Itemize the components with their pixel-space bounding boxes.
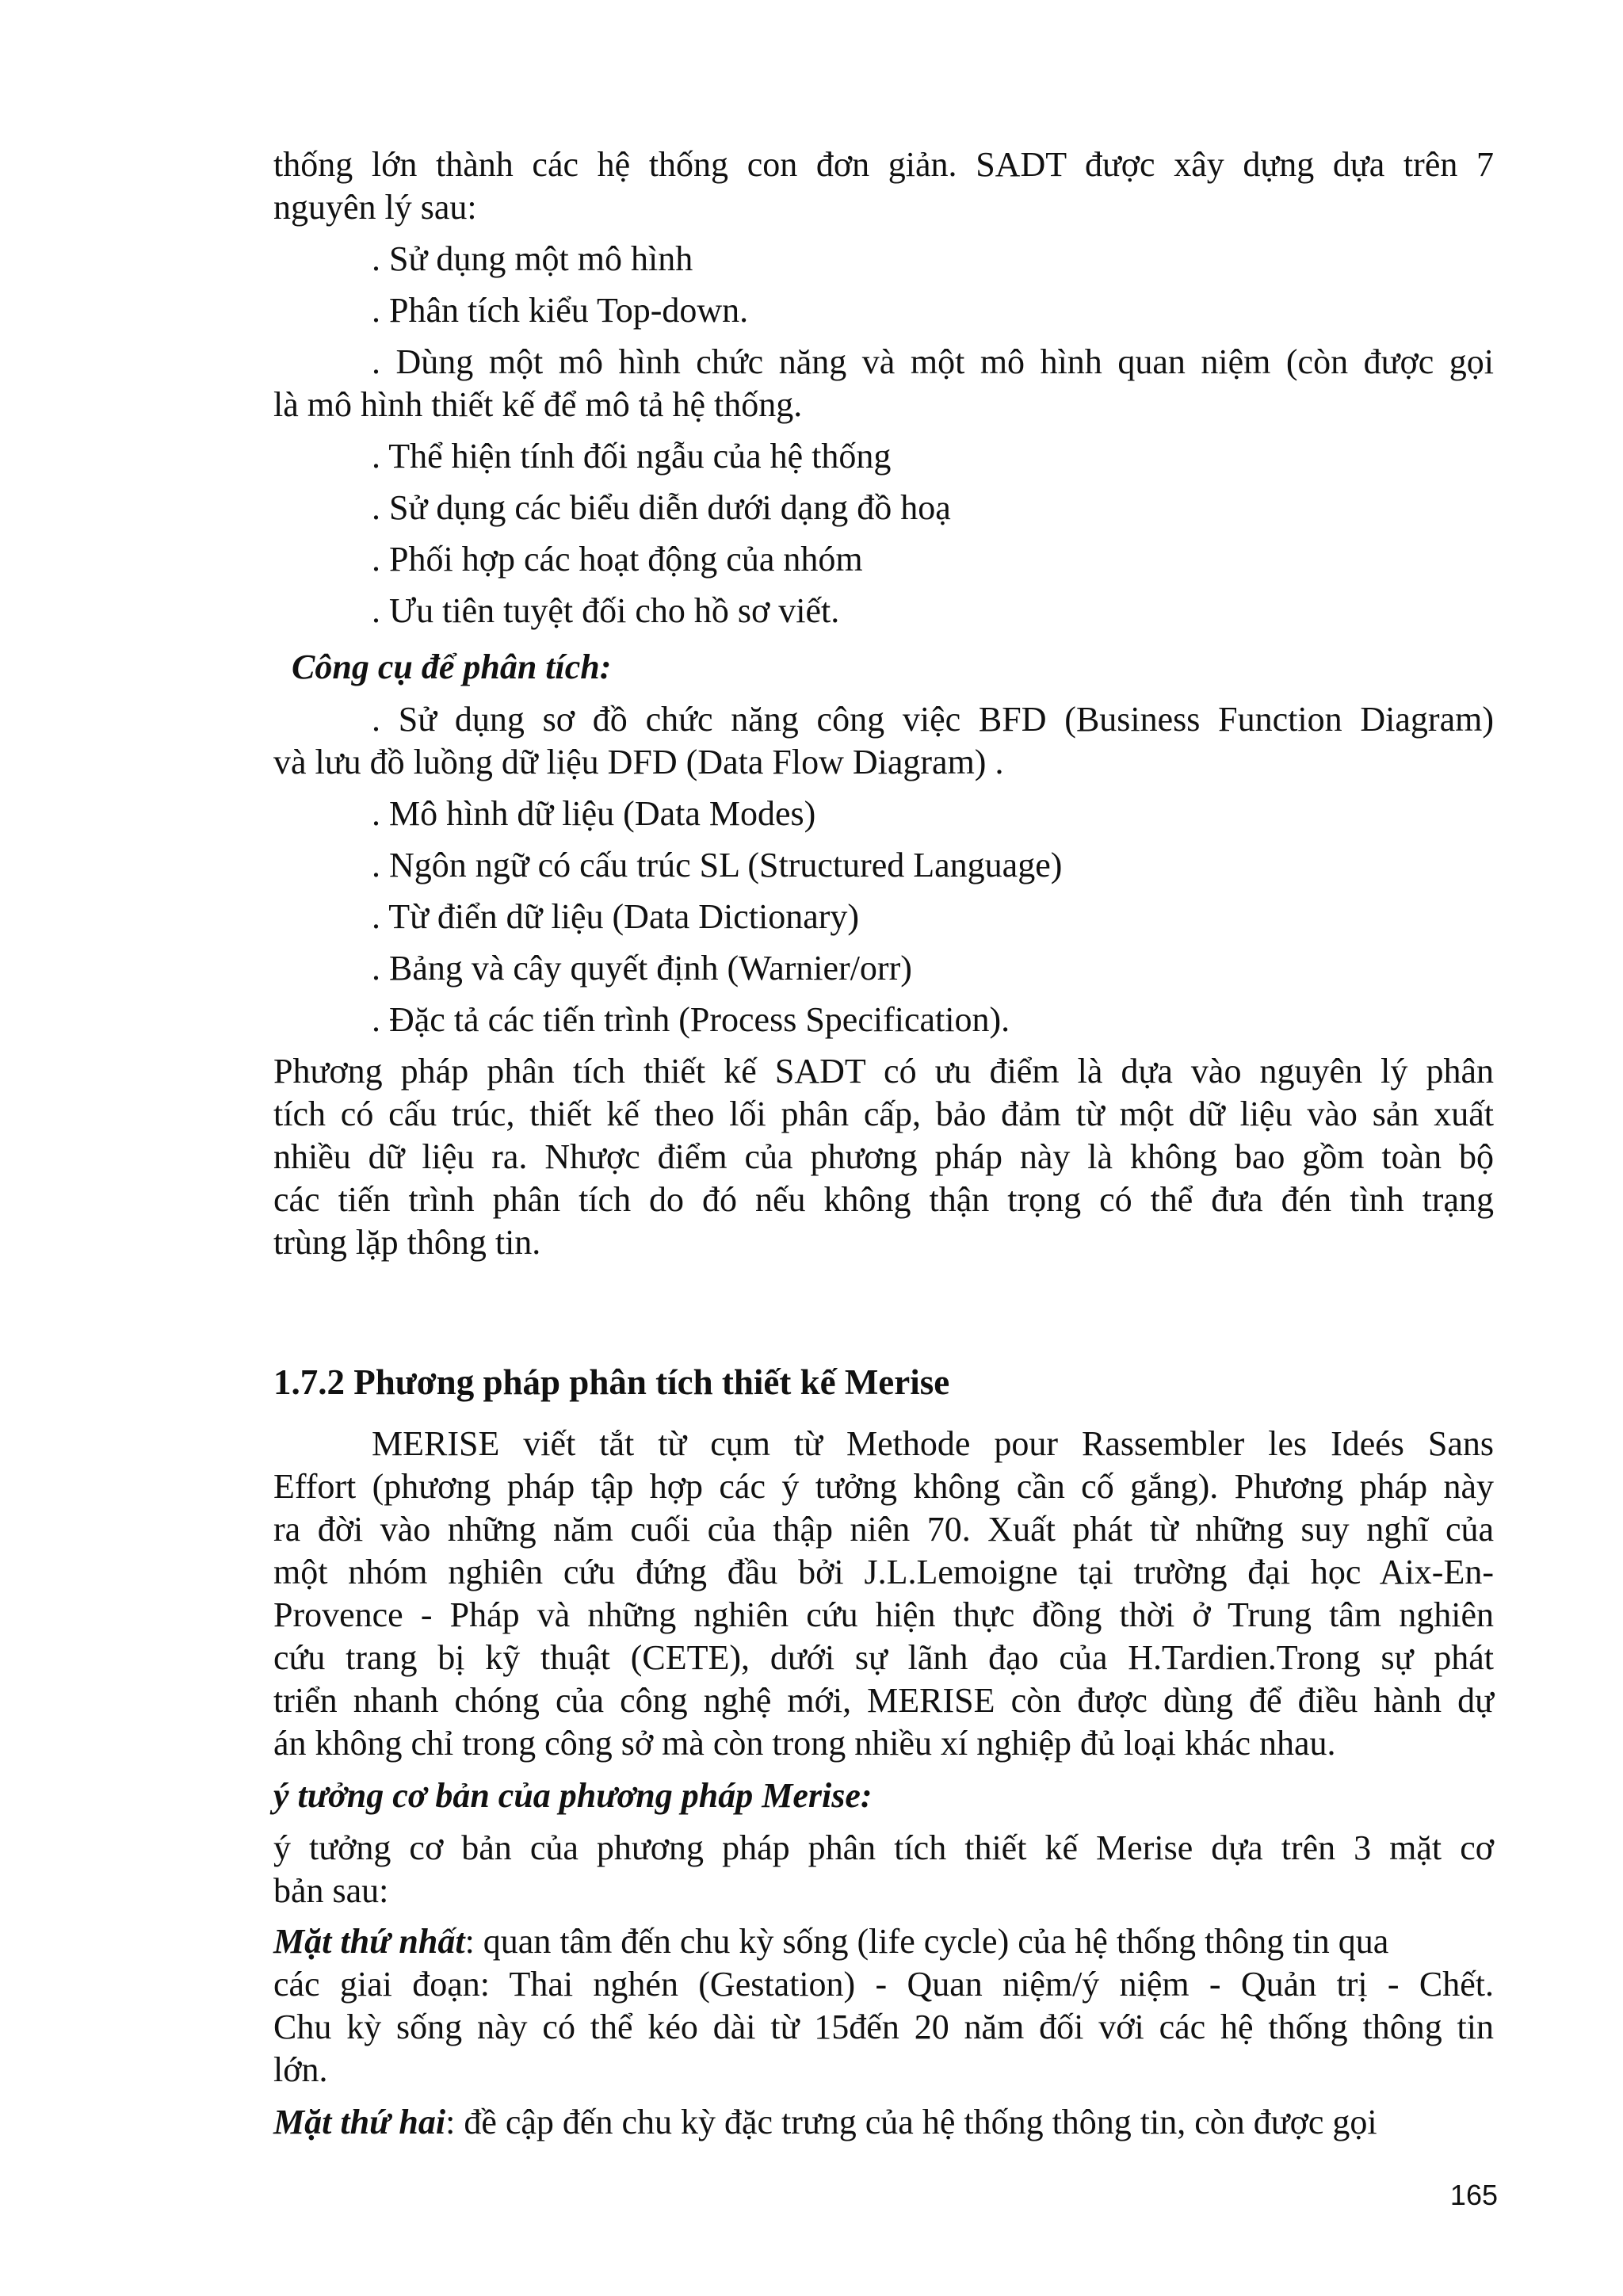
principle-item: . Sử dụng một mô hình bbox=[372, 239, 693, 278]
tools-heading: Công cụ để phân tích: bbox=[292, 648, 612, 686]
summary-line: trùng lặp thông tin. bbox=[273, 1223, 541, 1262]
tool-item: . Sử dụng sơ đồ chức năng công việc BFD (Business Function Diagram) bbox=[372, 700, 1494, 739]
summary-line: Phương pháp phân tích thiết kế SADT có ưu điểm là dựa vào nguyên lý phân bbox=[273, 1052, 1494, 1091]
idea-intro-line: bản sau: bbox=[273, 1871, 389, 1910]
principle-item: . Ưu tiên tuyệt đối cho hồ sơ viết. bbox=[372, 591, 840, 630]
body-text-line: thống lớn thành các hệ thống con đơn giản. SADT được xây dựng dựa trên 7 bbox=[273, 145, 1494, 184]
tool-item: . Ngôn ngữ có cấu trúc SL (Structured Language) bbox=[372, 846, 1063, 884]
tool-item: . Mô hình dữ liệu (Data Modes) bbox=[372, 794, 816, 833]
merise-paragraph-line: ra đời vào những năm cuối của thập niên 70. Xuất phát từ những suy nghĩ của bbox=[273, 1510, 1494, 1549]
principle-item: . Phối hợp các hoạt động của nhóm bbox=[372, 540, 863, 579]
summary-line: nhiều dữ liệu ra. Nhược điểm của phương pháp này là không bao gồm toàn bộ bbox=[273, 1137, 1494, 1176]
principle-item: . Sử dụng các biểu diễn dưới dạng đồ hoạ bbox=[372, 488, 951, 527]
principle-item: . Phân tích kiểu Top-down. bbox=[372, 291, 749, 330]
section-heading: 1.7.2 Phương pháp phân tích thiết kế Merise bbox=[273, 1362, 950, 1402]
merise-paragraph-line: cứu trang bị kỹ thuật (CETE), dưới sự lãnh đạo của H.Tardien.Trong sự phát bbox=[273, 1638, 1494, 1677]
summary-line: tích có cấu trúc, thiết kế theo lối phân cấp, bảo đảm từ một dữ liệu vào sản xuất bbox=[273, 1095, 1494, 1133]
aspect-first-line bbox=[273, 1918, 1388, 1966]
merise-paragraph-line: Effort (phương pháp tập hợp các ý tưởng không cần cố gắng). Phương pháp này bbox=[273, 1467, 1494, 1506]
idea-intro-line: ý tưởng cơ bản của phương pháp phân tích thiết kế Merise dựa trên 3 mặt cơ bbox=[273, 1828, 1494, 1867]
aspect-second-line bbox=[273, 2099, 1377, 2146]
aspect-label: Mặt thứ hai bbox=[273, 2103, 446, 2141]
page-number: 165 bbox=[1449, 2179, 1498, 2211]
idea-heading: ý tưởng cơ bản của phương pháp Merise: bbox=[273, 1776, 873, 1815]
principle-item: . Thể hiện tính đối ngẫu của hệ thống bbox=[372, 437, 892, 476]
aspect-label: Mặt thứ nhất bbox=[273, 1922, 465, 1961]
aspect-line: Chu kỳ sống này có thể kéo dài từ 15đến 20 năm đối với các hệ thống thông tin bbox=[273, 2008, 1494, 2046]
summary-line: các tiến trình phân tích do đó nếu không thận trọng có thể đưa đén tình trạng bbox=[273, 1180, 1494, 1219]
tool-item: và lưu đồ luồng dữ liệu DFD (Data Flow Diagram) . bbox=[273, 743, 1004, 781]
tool-item: . Từ điển dữ liệu (Data Dictionary) bbox=[372, 897, 860, 936]
merise-paragraph-line: một nhóm nghiên cứu đứng đầu bởi J.L.Lemoigne tại trường đại học Aix-En- bbox=[273, 1553, 1494, 1591]
principle-item: là mô hình thiết kế để mô tả hệ thống. bbox=[273, 385, 803, 424]
body-text-line: nguyên lý sau: bbox=[273, 188, 477, 227]
tool-item: . Đặc tả các tiến trình (Process Specification). bbox=[372, 1000, 1010, 1039]
aspect-line: các giai đoạn: Thai nghén (Gestation) - Quan niệm/ý niệm - Quản trị - Chết. bbox=[273, 1965, 1494, 2004]
aspect-line: lớn. bbox=[273, 2050, 328, 2089]
aspect-text: : đề cập đến chu kỳ đặc trưng của hệ thống thông tin, còn được gọi bbox=[445, 2103, 1377, 2141]
merise-paragraph-line: triển nhanh chóng của công nghệ mới, MERISE còn được dùng để điều hành dự bbox=[273, 1681, 1494, 1720]
aspect-text: : quan tâm đến chu kỳ sống (life cycle) của hệ thống thông tin qua bbox=[464, 1922, 1389, 1961]
merise-paragraph-line: Provence - Pháp và những nghiên cứu hiện thực đồng thời ở Trung tâm nghiên bbox=[273, 1595, 1494, 1634]
merise-paragraph-line: án không chỉ trong công sở mà còn trong nhiều xí nghiệp đủ loại khác nhau. bbox=[273, 1724, 1336, 1763]
tool-item: . Bảng và cây quyết định (Warnier/orr) bbox=[372, 949, 912, 988]
principle-item: . Dùng một mô hình chức năng và một mô hình quan niệm (còn được gọi bbox=[372, 342, 1494, 381]
merise-paragraph-line: MERISE viết tắt từ cụm từ Methode pour Rassembler les Ideés Sans bbox=[372, 1424, 1494, 1463]
